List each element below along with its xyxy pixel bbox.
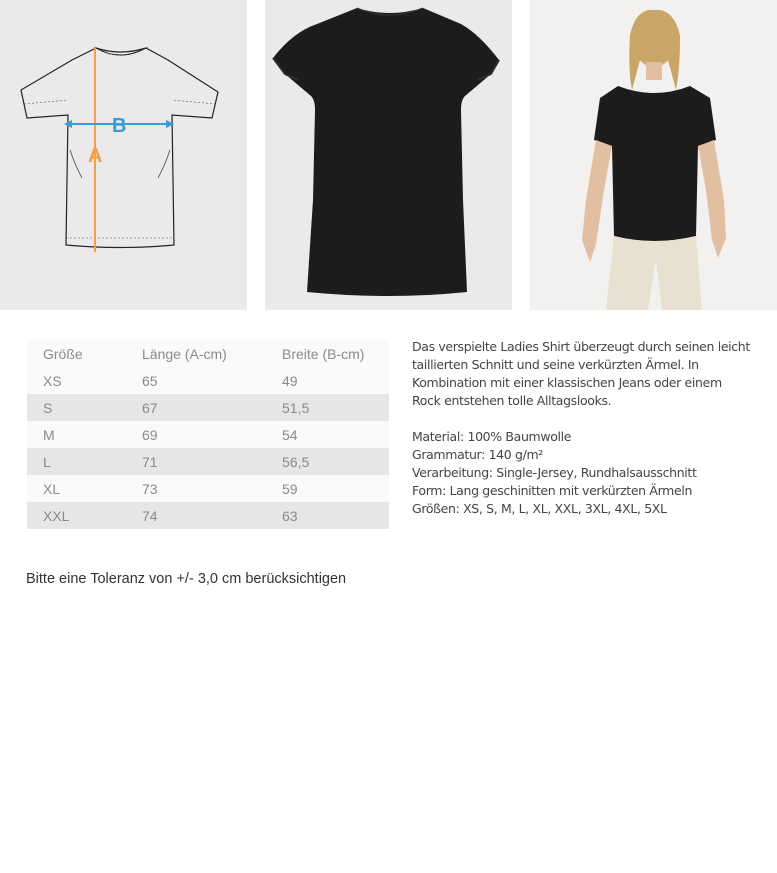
cell-length: 73 <box>142 475 282 502</box>
tolerance-note: Bitte eine Toleranz von +/- 3,0 cm berücksichtigen <box>26 571 347 587</box>
cell-width: 54 <box>282 421 389 448</box>
cell-width: 63 <box>282 502 389 529</box>
model-wearing-shirt-image <box>530 0 777 310</box>
spec-list <box>412 428 752 518</box>
header-length: Länge (A-cm) <box>142 340 282 367</box>
table-row <box>27 394 389 421</box>
spec-sizes: Größen: XS, S, M, L, XL, XXL, 3XL, 4XL, 5XL <box>412 501 667 516</box>
spec-material: Material: 100% Baumwolle <box>412 429 572 444</box>
model-photo <box>530 0 777 310</box>
size-table-header-row <box>27 340 389 367</box>
cell-size: XS <box>27 367 142 394</box>
cell-length: 74 <box>142 502 282 529</box>
spec-grammage: Grammatur: 140 g/m² <box>412 447 543 462</box>
table-row <box>27 367 389 394</box>
spec-processing: Verarbeitung: Single-Jersey, Rundhalsausschnitt <box>412 465 697 480</box>
cell-width: 49 <box>282 367 389 394</box>
description-paragraph: Das verspielte Ladies Shirt überzeugt durch seinen leicht taillierten Schnitt und seine verkürzten Ärmel. In Kombination mit einer klassischen Jeans oder einem Rock entstehen tolle Alltagslooks. <box>412 339 750 408</box>
cell-size: XXL <box>27 502 142 529</box>
table-row <box>27 448 389 475</box>
header-size: Größe <box>27 340 142 367</box>
product-image <box>265 0 512 310</box>
tshirt-outline-drawing <box>0 0 247 310</box>
cell-size: S <box>27 394 142 421</box>
cell-length: 69 <box>142 421 282 448</box>
measurement-diagram <box>0 0 247 310</box>
label-a: A <box>88 145 103 167</box>
label-b: B <box>112 115 127 137</box>
cell-width: 51,5 <box>282 394 389 421</box>
spec-form: Form: Lang geschinitten mit verkürzten Ärmeln <box>412 483 693 498</box>
table-row <box>27 502 389 529</box>
cell-width: 59 <box>282 475 389 502</box>
product-description <box>412 338 752 518</box>
cell-size: M <box>27 421 142 448</box>
cell-size: XL <box>27 475 142 502</box>
table-row <box>27 475 389 502</box>
header-width: Breite (B-cm) <box>282 340 389 367</box>
cell-length: 71 <box>142 448 282 475</box>
cell-width: 56,5 <box>282 448 389 475</box>
cell-length: 67 <box>142 394 282 421</box>
table-row <box>27 421 389 448</box>
black-tshirt-image <box>265 0 512 310</box>
cell-size: L <box>27 448 142 475</box>
cell-length: 65 <box>142 367 282 394</box>
size-table <box>27 340 389 529</box>
